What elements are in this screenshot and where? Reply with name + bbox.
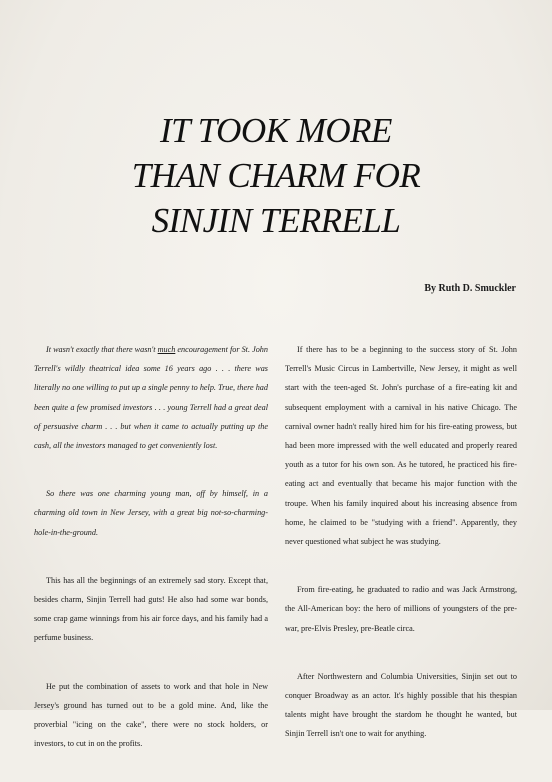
intro-paragraph-2: So there was one charming young man, off by himself, in a charming old town in New Jersey, with a great big not-so-charming-hole-in-the-ground. [34, 489, 268, 537]
author-byline: By Ruth D. Smuckler [424, 283, 516, 294]
intro-paragraph-1 [34, 340, 268, 455]
body-paragraph-4: From fire-eating, he graduated to radio and was Jack Armstrong, the All-American boy: the hero of millions of youngsters of the pre-war, pre-Elvis Presley, pre-Beatle circa. [285, 585, 517, 633]
underlined-word: much [157, 345, 176, 354]
title-line-3: SINJIN TERRELL [151, 201, 401, 240]
title-line-1: IT TOOK MORE [160, 111, 392, 150]
body-paragraph-2: He put the combination of assets to work and that hole in New Jersey's ground has turned out to be a gold mine. And, like the proverbial "icing on the cake", there were no stock holders, or investors, to cut in on the profits. [34, 681, 268, 749]
intro-text-end: encouragement for St. John Terrell's wildly theatrical idea some 16 years ago . . . there was literally no one willing to put up a single penny to help. True, there had been quite a few promised investors . . . young Terrell had a great deal of persuasive charm . . . but when it came to actually putting up the cash, all the investors managed to get conveniently lost. [34, 345, 268, 451]
left-column [34, 340, 268, 782]
right-column [285, 340, 517, 773]
article-title [0, 108, 552, 243]
body-paragraph-5: After Northwestern and Columbia Universities, Sinjin set out to conquer Broadway as an actor. It's highly possible that his thespian talents might have brought the stardom he thought he wanted, but Sinjin Terrell isn't one to wait for anything. [285, 671, 517, 739]
body-paragraph-3: If there has to be a beginning to the success story of St. John Terrell's Music Circus in Lambertville, New Jersey, it might as well start with the teen-aged St. John's purchase of a fire-eating kit and subsequent employment with a carnival in his native Chicago. The carnival owner hadn't really hired him for his fire-eating prowess, but had been more impressed with the well educated and properly reared youth as a tutor for his own son. As he tutored, he practiced his fire-eating act and eventually that became his major function with the troupe. When his family inquired about his increasing absence from home, he claimed to be "studying with a friend". Apparently, they never questioned what subject he was studying. [285, 345, 517, 547]
intro-text-start: It wasn't exactly that there wasn't [46, 345, 158, 354]
body-paragraph-1: This has all the beginnings of an extremely sad story. Except that, besides charm, Sinjin Terrell had guts! He also had some war bonds, some crap game winnings from his air force days, and his family had a perfume business. [34, 575, 268, 643]
title-line-2: THAN CHARM FOR [131, 156, 421, 195]
